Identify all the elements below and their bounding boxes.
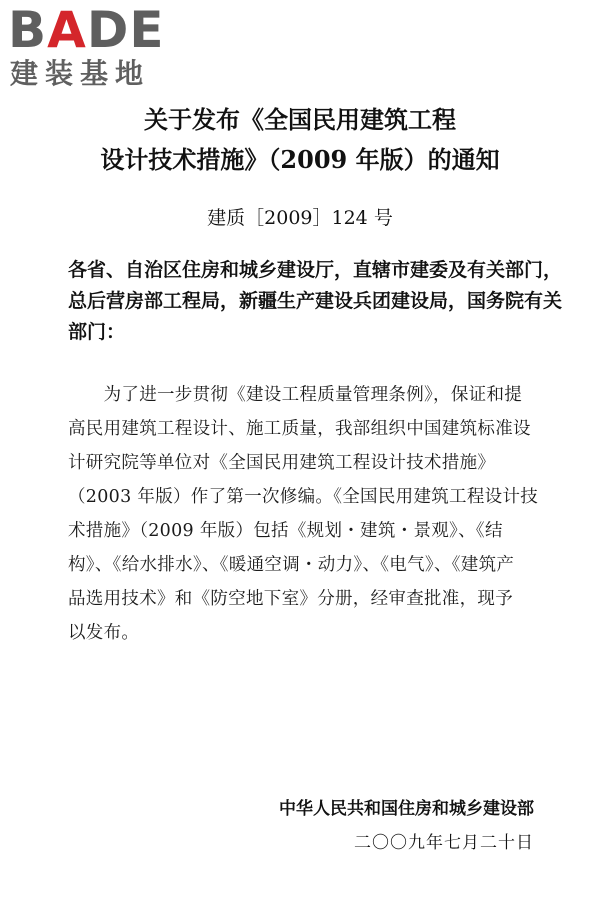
body-line: 高民用建筑工程设计、施工质量，我部组织中国建筑标准设: [68, 419, 531, 439]
issuer-name: 中华人民共和国住房和城乡建设部: [279, 799, 534, 819]
body-line: （2003 年版）作了第一次修编。《全国民用建筑工程设计技: [68, 487, 539, 507]
document-number: 建质［2009］124 号: [207, 207, 393, 229]
signature-block: [279, 792, 534, 860]
body-paragraph: [68, 378, 548, 650]
recipients-line: 部门：: [68, 321, 126, 343]
logo-brand-text: [8, 2, 165, 58]
logo-brand-accent: A: [47, 1, 87, 59]
body-line: 以发布。: [68, 623, 140, 643]
body-line: 构》、《给水排水》、《暖通空调・动力》、《电气》、《建筑产: [68, 555, 515, 575]
body-line: 计研究院等单位对《全国民用建筑工程设计技术措施》: [68, 453, 496, 473]
logo-brand-suffix: DE: [86, 1, 165, 59]
logo-subtitle: 建装基地: [10, 57, 151, 90]
recipients-line: 各省、自治区住房和城乡建设厅，直辖市建委及有关部门，: [68, 259, 563, 281]
body-line: 术措施》（2009 年版）包括《规划・建筑・景观》、《结: [68, 521, 503, 541]
recipients-block: [68, 255, 563, 348]
title-line-1: 关于发布《全国民用建筑工程: [144, 105, 456, 134]
logo-brand-prefix: B: [8, 1, 48, 59]
bade-logo: [8, 2, 178, 94]
body-line: 为了进一步贯彻《建设工程质量管理条例》，保证和提: [68, 385, 523, 405]
issue-date: 二〇〇九年七月二十日: [354, 833, 534, 853]
document-title: [0, 100, 600, 180]
title-line-2: 设计技术措施》（2009 年版）的通知: [100, 145, 500, 174]
recipients-line: 总后营房部工程局，新疆生产建设兵团建设局，国务院有关: [68, 290, 563, 312]
body-line: 品选用技术》和《防空地下室》分册，经审查批准，现予: [68, 589, 513, 609]
